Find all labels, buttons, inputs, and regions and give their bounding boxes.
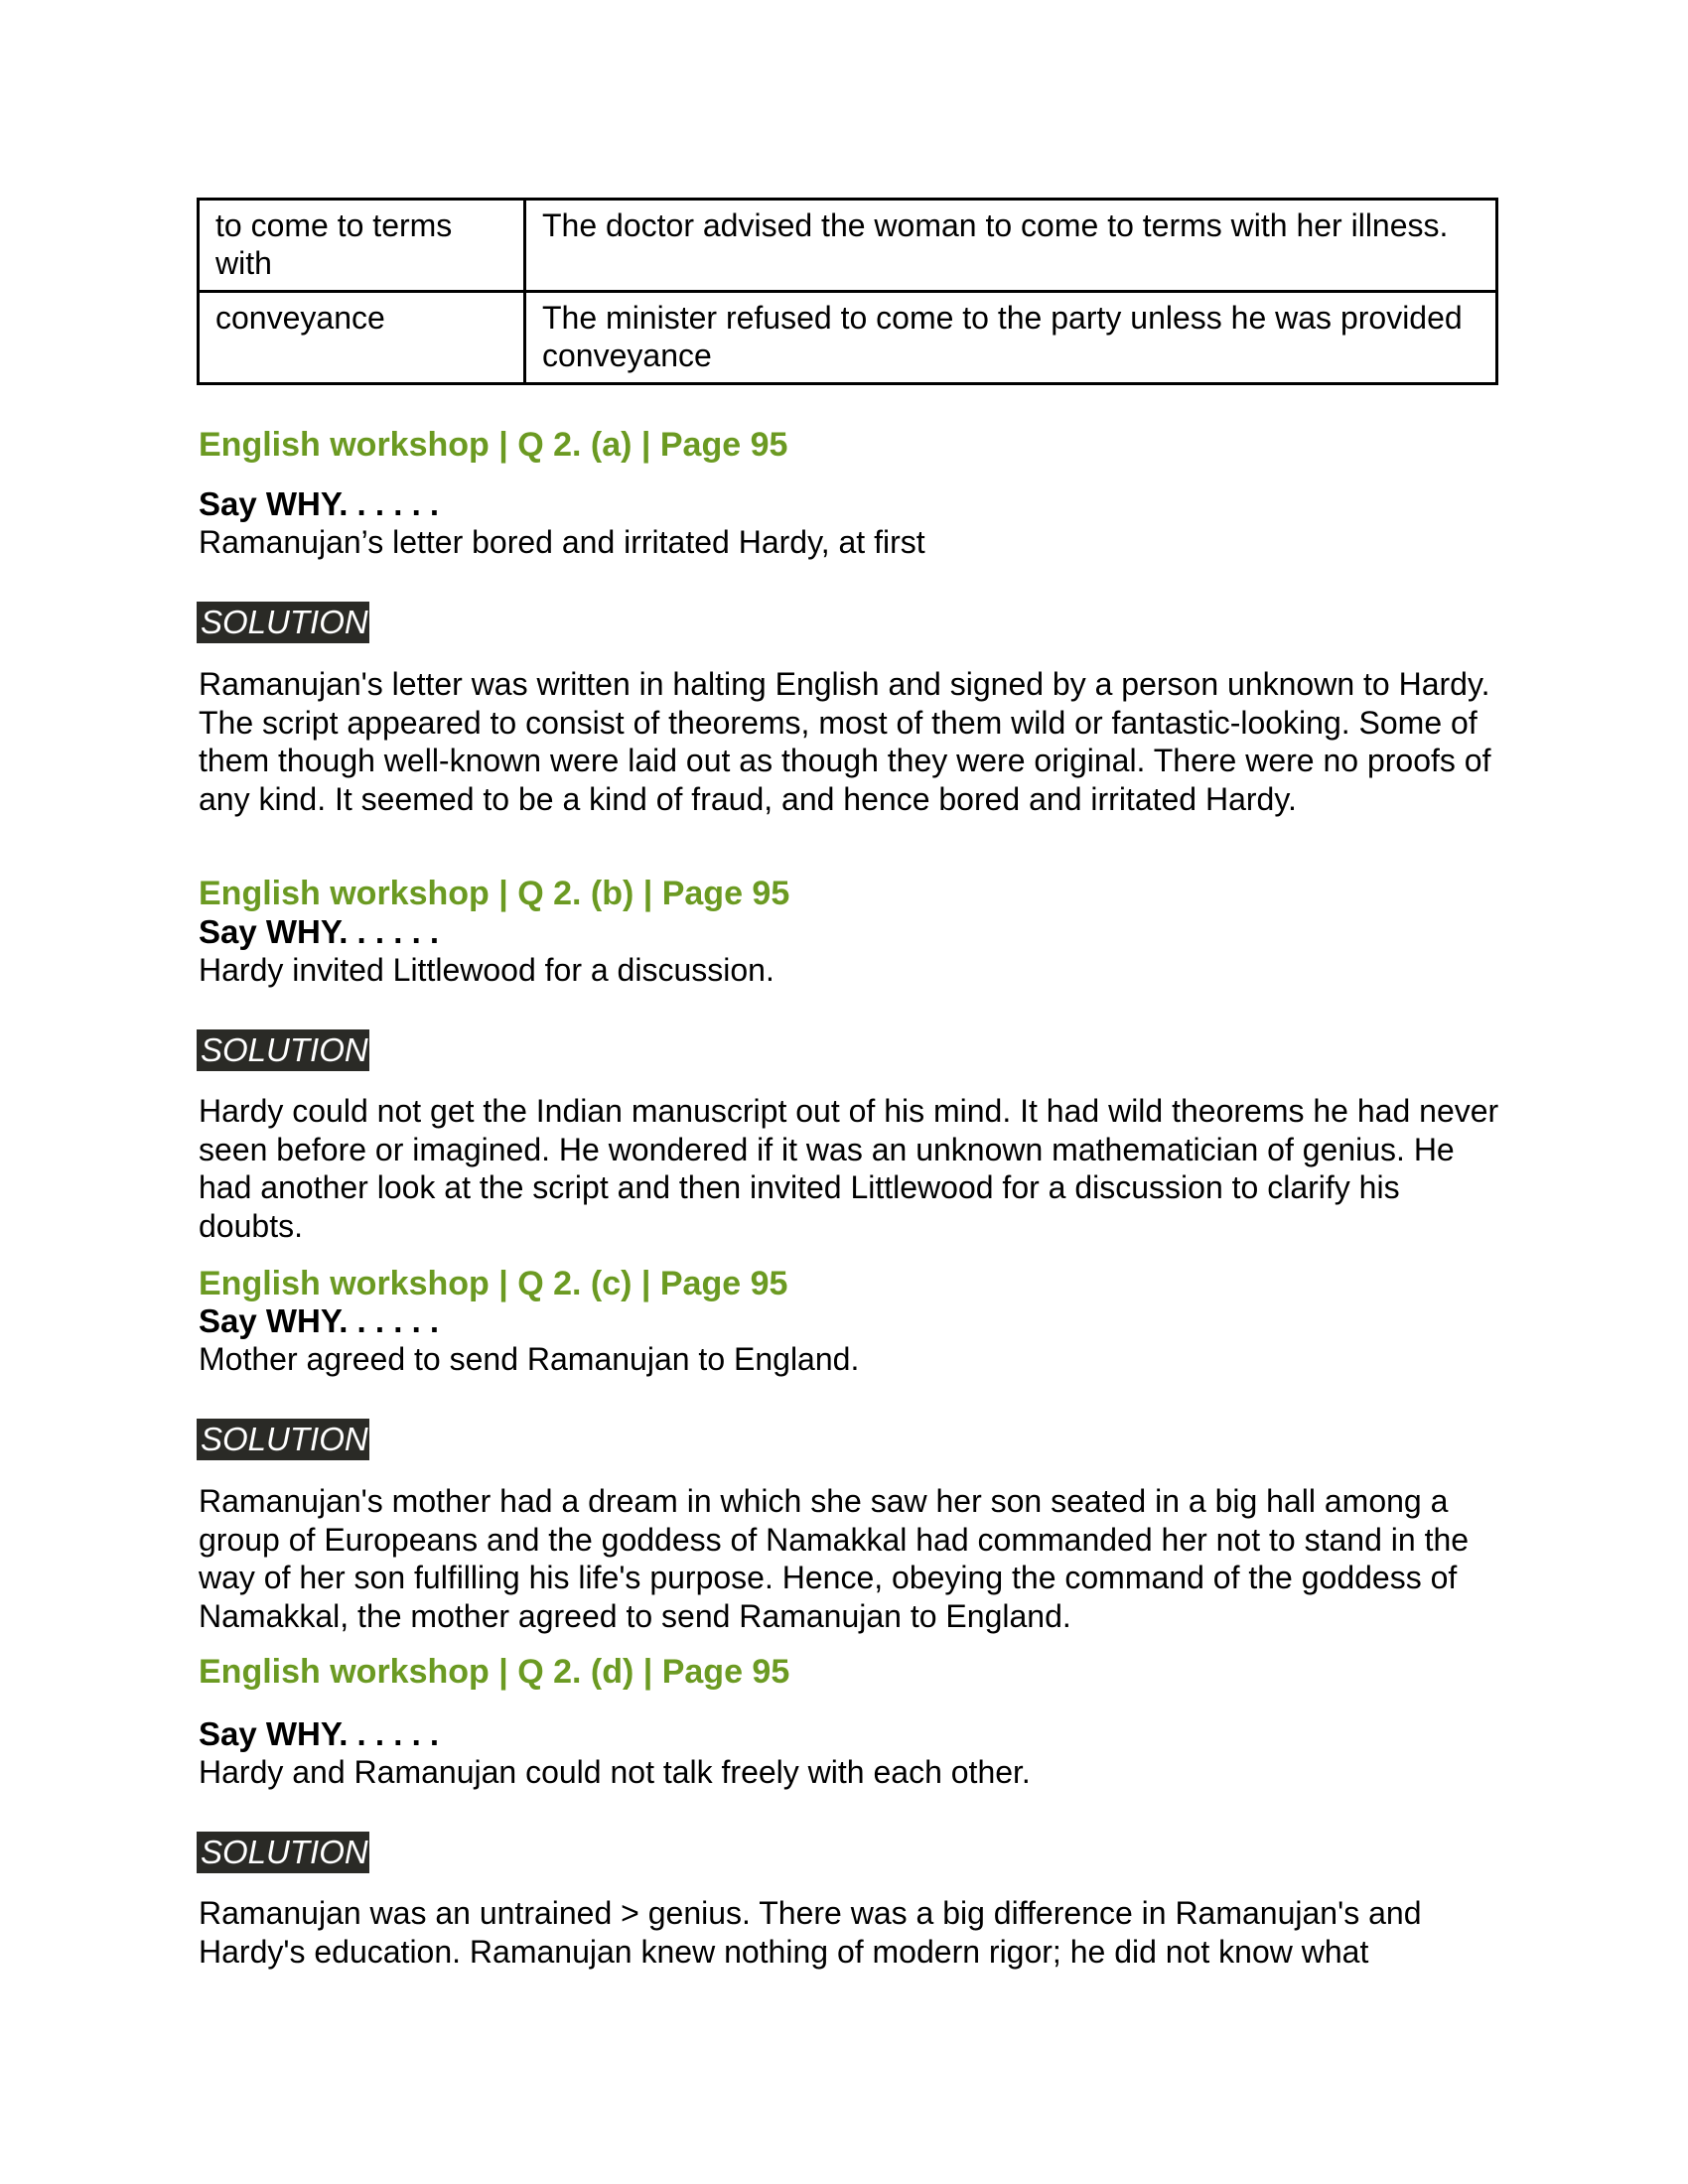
- table-row: [199, 200, 1497, 292]
- solution-text: Ramanujan's letter was written in halting English and signed by a person unknown to Hardy. The script appeared to consist of theorems, most of them wild or fantastic-looking. Some of them though well-known were laid out as though they were original. There were no proofs of any kind. It seemed to be a kind of fraud, and hence bored and irritated Hardy.: [199, 666, 1491, 817]
- table-cell-word: to come to terms with: [199, 200, 525, 292]
- solution-label: SOLUTION: [197, 1832, 369, 1873]
- table-cell-word: conveyance: [199, 292, 525, 384]
- say-why-prompt: Say WHY. . . . . .: [199, 1715, 440, 1752]
- say-why-prompt: Say WHY. . . . . .: [199, 1302, 440, 1339]
- vocabulary-table: [197, 198, 1498, 385]
- question-text: Hardy invited Littlewood for a discussion.: [199, 952, 774, 988]
- table-row: [199, 292, 1497, 384]
- table-cell-sentence: The doctor advised the woman to come to terms with her illness.: [525, 200, 1497, 292]
- question-text: Mother agreed to send Ramanujan to England.: [199, 1341, 860, 1377]
- solution-label: SOLUTION: [197, 602, 369, 643]
- solution-label: SOLUTION: [197, 1419, 369, 1460]
- section-heading-b: English workshop | Q 2. (b) | Page 95: [199, 875, 790, 912]
- section-heading-c: English workshop | Q 2. (c) | Page 95: [199, 1265, 788, 1302]
- solution-text: Ramanujan's mother had a dream in which she saw her son seated in a big hall among a group of Europeans and the goddess of Namakkal had commanded her not to stand in the way of her son fulfilling his life's purpose. Hence, obeying the command of the goddess of Namakkal, the mother agreed to send Ramanujan to England.: [199, 1483, 1470, 1634]
- solution-label: SOLUTION: [197, 1029, 369, 1071]
- say-why-prompt: Say WHY. . . . . .: [199, 485, 440, 522]
- solution-text: Hardy could not get the Indian manuscript out of his mind. It had wild theorems he had never seen before or imagined. He wondered if it was an unknown mathematician of genius. He had another look at the script and then invited Littlewood for a discussion to clarify his doubts.: [199, 1093, 1499, 1244]
- question-text: Hardy and Ramanujan could not talk freely with each other.: [199, 1754, 1031, 1790]
- solution-text: Ramanujan was an untrained > genius. There was a big difference in Ramanujan's and Hardy's education. Ramanujan knew nothing of modern rigor; he did not know what: [199, 1895, 1422, 1970]
- question-text: Ramanujan’s letter bored and irritated Hardy, at first: [199, 524, 925, 560]
- section-heading-a: English workshop | Q 2. (a) | Page 95: [199, 426, 788, 464]
- say-why-prompt: Say WHY. . . . . .: [199, 913, 440, 950]
- table-cell-sentence: The minister refused to come to the party unless he was provided conveyance: [525, 292, 1497, 384]
- section-heading-d: English workshop | Q 2. (d) | Page 95: [199, 1653, 790, 1691]
